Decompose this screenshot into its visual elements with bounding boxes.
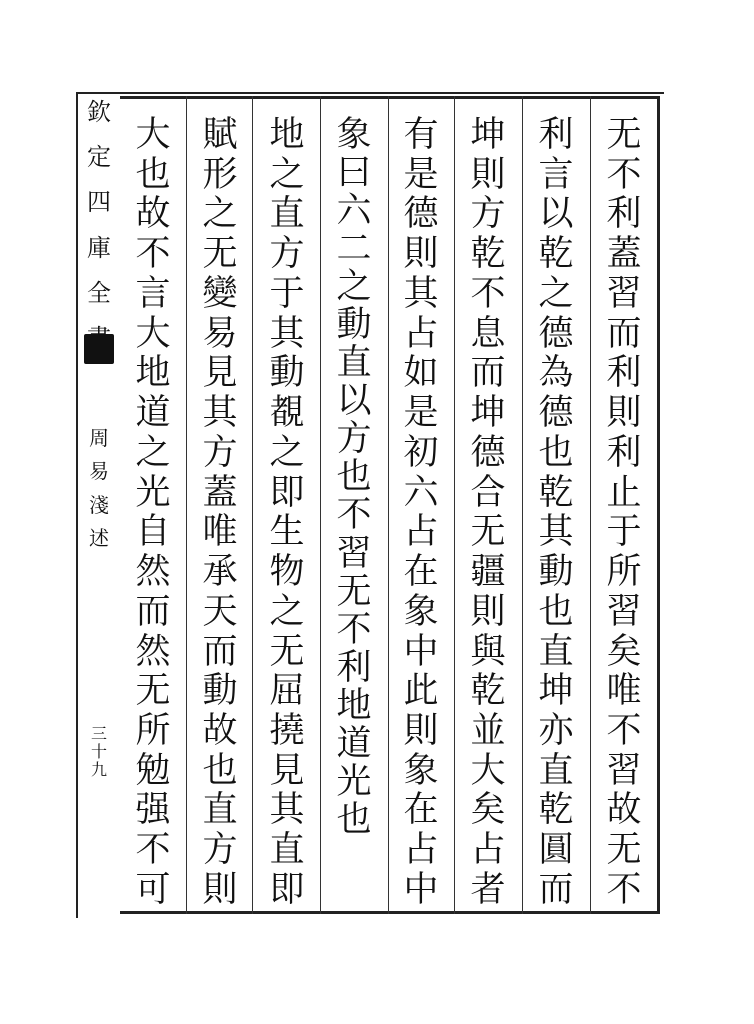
character: 不 [135,234,171,275]
character: 不 [606,711,642,752]
character: 利 [606,194,642,235]
character: 習 [606,273,642,314]
character: 疆 [470,552,506,593]
character: 也 [538,432,574,473]
character: 而 [135,591,171,632]
character: 九 [90,760,107,779]
character: 息 [470,313,506,354]
character: 十 [90,742,107,761]
character: 可 [135,869,171,910]
character: 于 [606,512,642,553]
character: 无 [336,571,372,612]
book-name [82,428,116,548]
character: 是 [403,393,439,434]
text-column-8 [124,115,182,910]
character: 即 [269,472,305,513]
character: 地 [135,353,171,394]
character: 乾 [470,234,506,275]
character: 利 [336,647,372,688]
character: 初 [403,432,439,473]
character: 合 [470,472,506,513]
character: 也 [202,750,238,791]
character: 以 [336,381,372,422]
column-divider [388,96,389,914]
character: 言 [135,273,171,314]
character: 其 [269,313,305,354]
character: 之 [202,194,238,235]
character: 坤 [470,115,506,155]
character: 利 [606,353,642,394]
character: 方 [202,830,238,871]
character: 故 [606,790,642,831]
character: 也 [336,457,372,498]
character: 道 [336,723,372,764]
character: 其 [538,512,574,553]
character: 矣 [606,631,642,672]
character: 也 [538,591,574,632]
character: 見 [202,353,238,394]
character: 之 [269,591,305,632]
character: 象 [403,591,439,632]
character: 見 [269,750,305,791]
character: 承 [202,552,238,593]
character: 與 [470,631,506,672]
character: 所 [135,711,171,752]
fish-tail-mark [84,334,114,364]
character: 光 [336,761,372,802]
text-column-2 [527,115,585,910]
character: 以 [538,194,574,235]
character: 四 [87,188,111,217]
character: 中 [403,869,439,910]
character: 乾 [470,671,506,712]
character: 象 [336,115,372,155]
character: 矣 [470,790,506,831]
character: 无 [269,631,305,672]
character: 動 [336,305,372,346]
column-divider [522,96,523,914]
character: 唯 [606,671,642,712]
character: 利 [606,432,642,473]
character: 然 [135,552,171,593]
character: 不 [336,609,372,650]
margin-column [82,100,116,910]
character: 全 [87,278,111,307]
character: 言 [538,154,574,195]
character: 庫 [87,233,111,262]
character: 如 [403,353,439,394]
text-column-3 [459,115,517,910]
character: 是 [403,154,439,195]
character: 德 [470,432,506,473]
character: 之 [269,432,305,473]
character: 无 [470,512,506,553]
character: 而 [538,869,574,910]
character: 方 [336,419,372,460]
character: 定 [87,143,111,172]
character: 乾 [538,234,574,275]
character: 占 [403,830,439,871]
character: 其 [202,393,238,434]
character: 止 [606,472,642,513]
text-column-6 [258,115,316,910]
character: 占 [403,512,439,553]
character: 象 [403,750,439,791]
character: 易 [202,313,238,354]
character: 三 [90,724,107,743]
character: 所 [606,552,642,593]
book-title [82,100,116,350]
character: 蓋 [606,234,642,275]
text-column-4 [392,115,450,910]
character: 欽 [87,98,111,126]
character: 中 [403,631,439,672]
character: 无 [606,115,642,155]
page-number [82,726,116,778]
character: 述 [89,525,109,550]
outer-border-left [76,92,78,918]
column-divider [186,96,187,914]
character: 直 [538,631,574,672]
character: 變 [202,273,238,314]
character: 乾 [538,790,574,831]
character: 動 [538,552,574,593]
character: 六 [336,191,372,232]
character: 賦 [202,115,238,155]
character: 不 [470,273,506,314]
character: 其 [403,273,439,314]
character: 占 [403,313,439,354]
character: 不 [606,869,642,910]
character: 占 [470,830,506,871]
character: 蓋 [202,472,238,513]
character: 其 [269,790,305,831]
character: 光 [135,472,171,513]
text-column-1 [595,115,653,910]
column-divider [454,96,455,914]
character: 地 [269,115,305,155]
character: 圓 [538,830,574,871]
character: 此 [403,671,439,712]
character: 然 [135,631,171,672]
character: 之 [135,432,171,473]
character: 亦 [538,711,574,752]
outer-border-top [76,92,664,94]
character: 唯 [202,512,238,553]
character: 大 [470,750,506,791]
character: 之 [269,154,305,195]
character: 則 [403,711,439,752]
character: 為 [538,353,574,394]
character: 不 [606,154,642,195]
character: 生 [269,512,305,553]
character: 周 [89,426,109,450]
character: 道 [135,393,171,434]
character: 即 [269,869,305,910]
character: 直 [202,790,238,831]
character: 乾 [538,472,574,513]
character: 坤 [470,393,506,434]
character: 直 [269,830,305,871]
character: 无 [135,671,171,712]
character: 坤 [538,671,574,712]
character: 有 [403,115,439,155]
character: 故 [135,194,171,235]
column-divider [590,96,591,914]
character: 則 [606,393,642,434]
character: 二 [336,229,372,270]
character: 則 [202,869,238,910]
character: 德 [538,393,574,434]
character: 于 [269,273,305,314]
character: 動 [202,671,238,712]
character: 德 [403,194,439,235]
character: 方 [470,194,506,235]
text-column-5 [325,115,383,840]
character: 物 [269,552,305,593]
character: 形 [202,154,238,195]
character: 而 [606,313,642,354]
character: 淺 [89,492,109,517]
text-column-7 [191,115,249,910]
character: 无 [606,830,642,871]
character: 方 [269,234,305,275]
character: 无 [202,234,238,275]
character: 之 [538,273,574,314]
character: 之 [336,267,372,308]
character: 則 [470,591,506,632]
character: 動 [269,353,305,394]
character: 不 [336,495,372,536]
character: 撓 [269,711,305,752]
character: 直 [336,343,372,384]
character: 而 [470,353,506,394]
character: 在 [403,790,439,831]
character: 習 [606,591,642,632]
character: 天 [202,591,238,632]
character: 方 [202,432,238,473]
character: 大 [135,115,171,155]
character: 地 [336,685,372,726]
character: 也 [135,154,171,195]
character: 習 [606,750,642,791]
column-divider [252,96,253,914]
character: 易 [89,459,109,484]
character: 並 [470,711,506,752]
character: 强 [135,790,171,831]
character: 自 [135,512,171,553]
character: 直 [538,750,574,791]
character: 也 [336,799,372,840]
character: 屈 [269,671,305,712]
character: 利 [538,115,574,155]
character: 曰 [336,153,372,194]
character: 則 [403,234,439,275]
character: 習 [336,533,372,574]
column-divider [320,96,321,914]
character: 故 [202,711,238,752]
character: 則 [470,154,506,195]
character: 直 [269,194,305,235]
character: 覩 [269,393,305,434]
character: 而 [202,631,238,672]
character: 不 [135,830,171,871]
character: 在 [403,552,439,593]
character: 六 [403,472,439,513]
character: 德 [538,313,574,354]
character: 大 [135,313,171,354]
character: 勉 [135,750,171,791]
character: 者 [470,869,506,910]
